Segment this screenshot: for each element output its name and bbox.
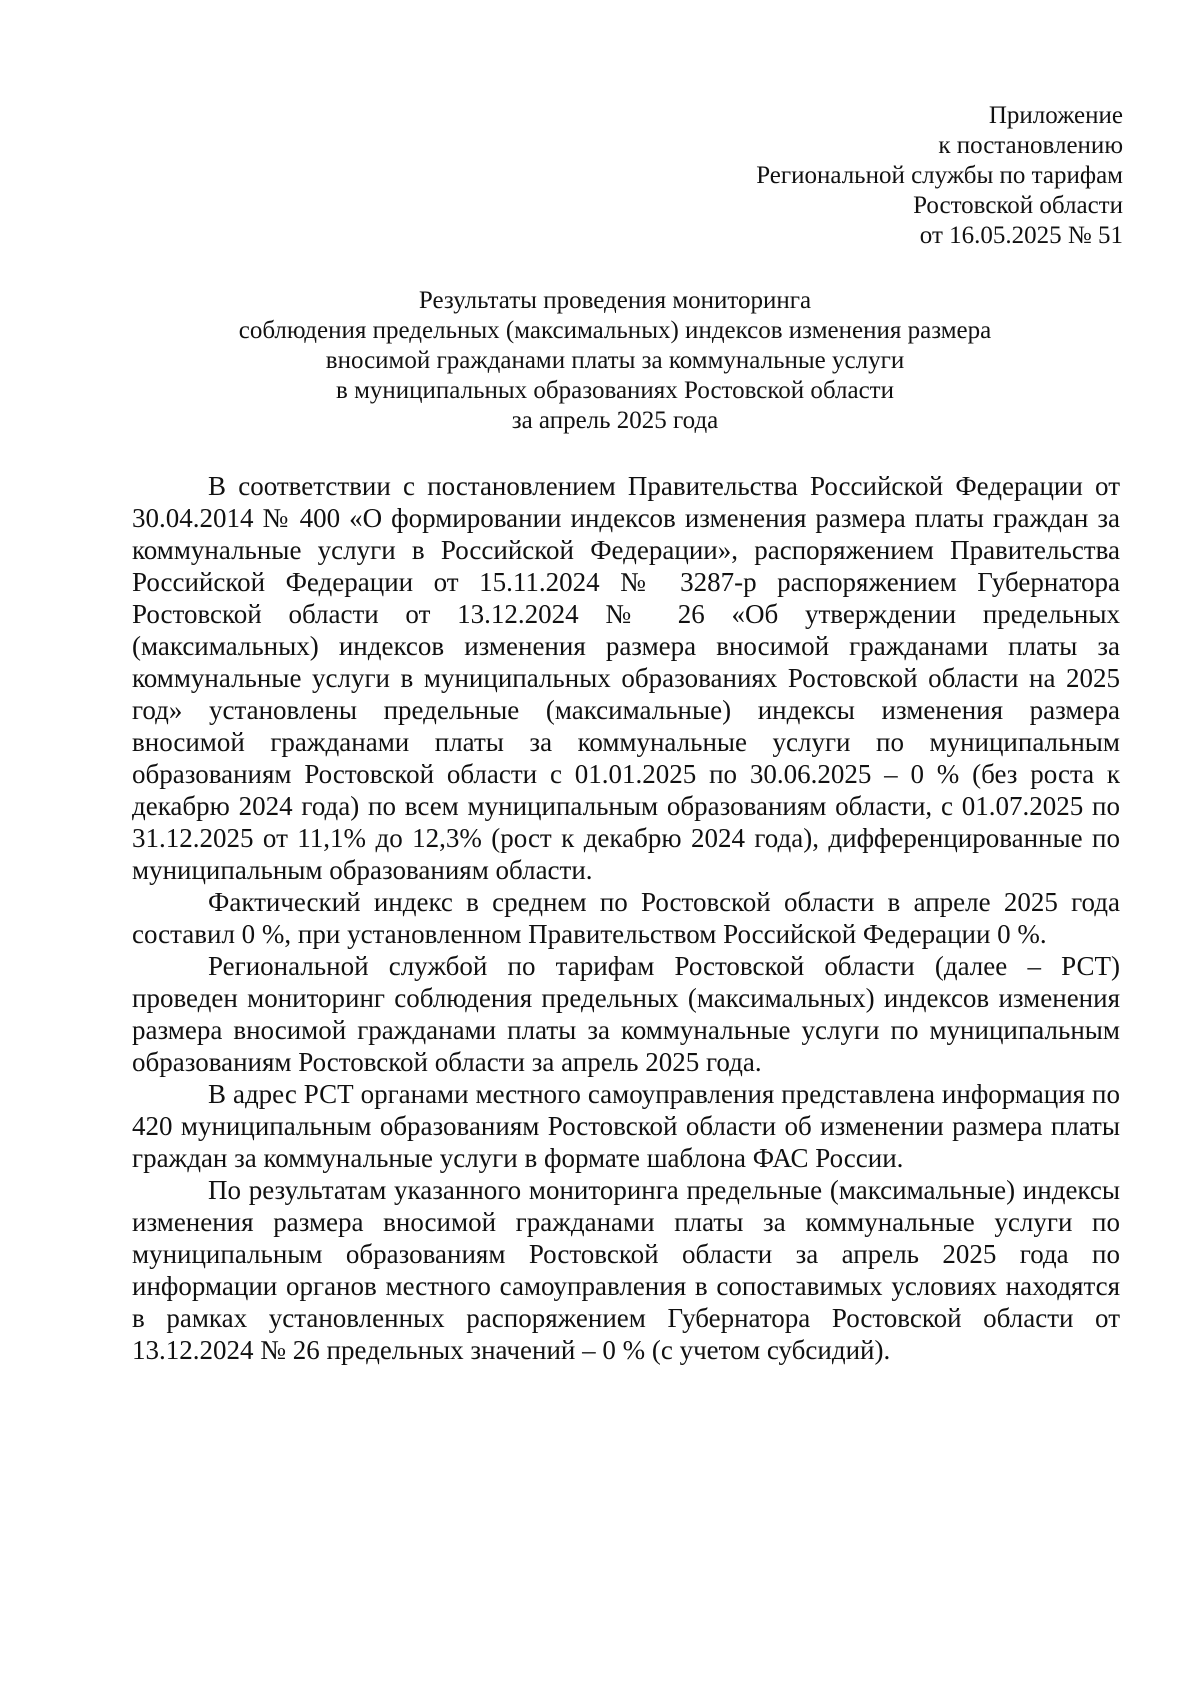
title-line: Результаты проведения мониторинга: [418, 287, 812, 314]
appendix-header: [756, 101, 1123, 251]
appendix-line: к постановлению: [938, 132, 1123, 159]
appendix-line: Ростовской области: [913, 192, 1123, 219]
title-line: за апрель 2025 года: [511, 407, 719, 434]
paragraph: В адрес РСТ органами местного самоуправления представлена информация по 420 муниципальным образованиям Ростовской области об изменении размера платы граждан за коммунальные услуги в формате шаблона ФАС России.: [132, 1079, 1120, 1173]
title-line: соблюдения предельных (максимальных) индексов изменения размера: [238, 317, 992, 344]
document-body: [132, 470, 1120, 1366]
title-line: вносимой гражданами платы за коммунальные услуги: [325, 347, 905, 374]
appendix-line: Региональной службы по тарифам: [756, 162, 1123, 189]
paragraph: В соответствии с постановлением Правительства Российской Федерации от 30.04.2014 № 400 «О формировании индексов изменения размера платы граждан за коммунальные услуги в Российской Федерации», распоряжением Правительства Российской Федерации от 15.11.2024 № 3287-р распоряжением Губернатора Ростовской области от 13.12.2024 № 26 «Об утверждении предельных (максимальных) индексов изменения размера вносимой гражданами платы за коммунальные услуги в муниципальных образованиях Ростовской области на 2025 год» установлены предельные (максимальные) индексы изменения размера вносимой гражданами платы за коммунальные услуги по муниципальным образованиям Ростовской области с 01.01.2025 по 30.06.2025 – 0 % (без роста к декабрю 2024 года) по всем муниципальным образованиям области, с 01.07.2025 по 31.12.2025 от 11,1% до 12,3% (рост к декабрю 2024 года), дифференцированные по муниципальным образованиям области.: [132, 471, 1120, 885]
document-title: [130, 286, 1100, 436]
appendix-line: от 16.05.2025 № 51: [919, 222, 1123, 249]
appendix-line: Приложение: [988, 102, 1123, 129]
title-line: в муниципальных образованиях Ростовской области: [336, 377, 894, 404]
paragraph: По результатам указанного мониторинга предельные (максимальные) индексы изменения размера вносимой гражданами платы за коммунальные услуги по муниципальным образованиям Ростовской области за апрель 2025 года по информации органов местного самоуправления в сопоставимых условиях находятся в рамках установленных распоряжением Губернатора Ростовской области от 13.12.2024 № 26 предельных значений – 0 % (с учетом субсидий).: [132, 1175, 1120, 1365]
paragraph: Фактический индекс в среднем по Ростовской области в апреле 2025 года составил 0 %, при установленном Правительством Российской Федерации 0 %.: [132, 887, 1120, 949]
paragraph: Региональной службой по тарифам Ростовской области (далее – РСТ) проведен мониторинг соблюдения предельных (максимальных) индексов изменения размера вносимой гражданами платы за коммунальные услуги по муниципальным образованиям Ростовской области за апрель 2025 года.: [132, 951, 1120, 1077]
